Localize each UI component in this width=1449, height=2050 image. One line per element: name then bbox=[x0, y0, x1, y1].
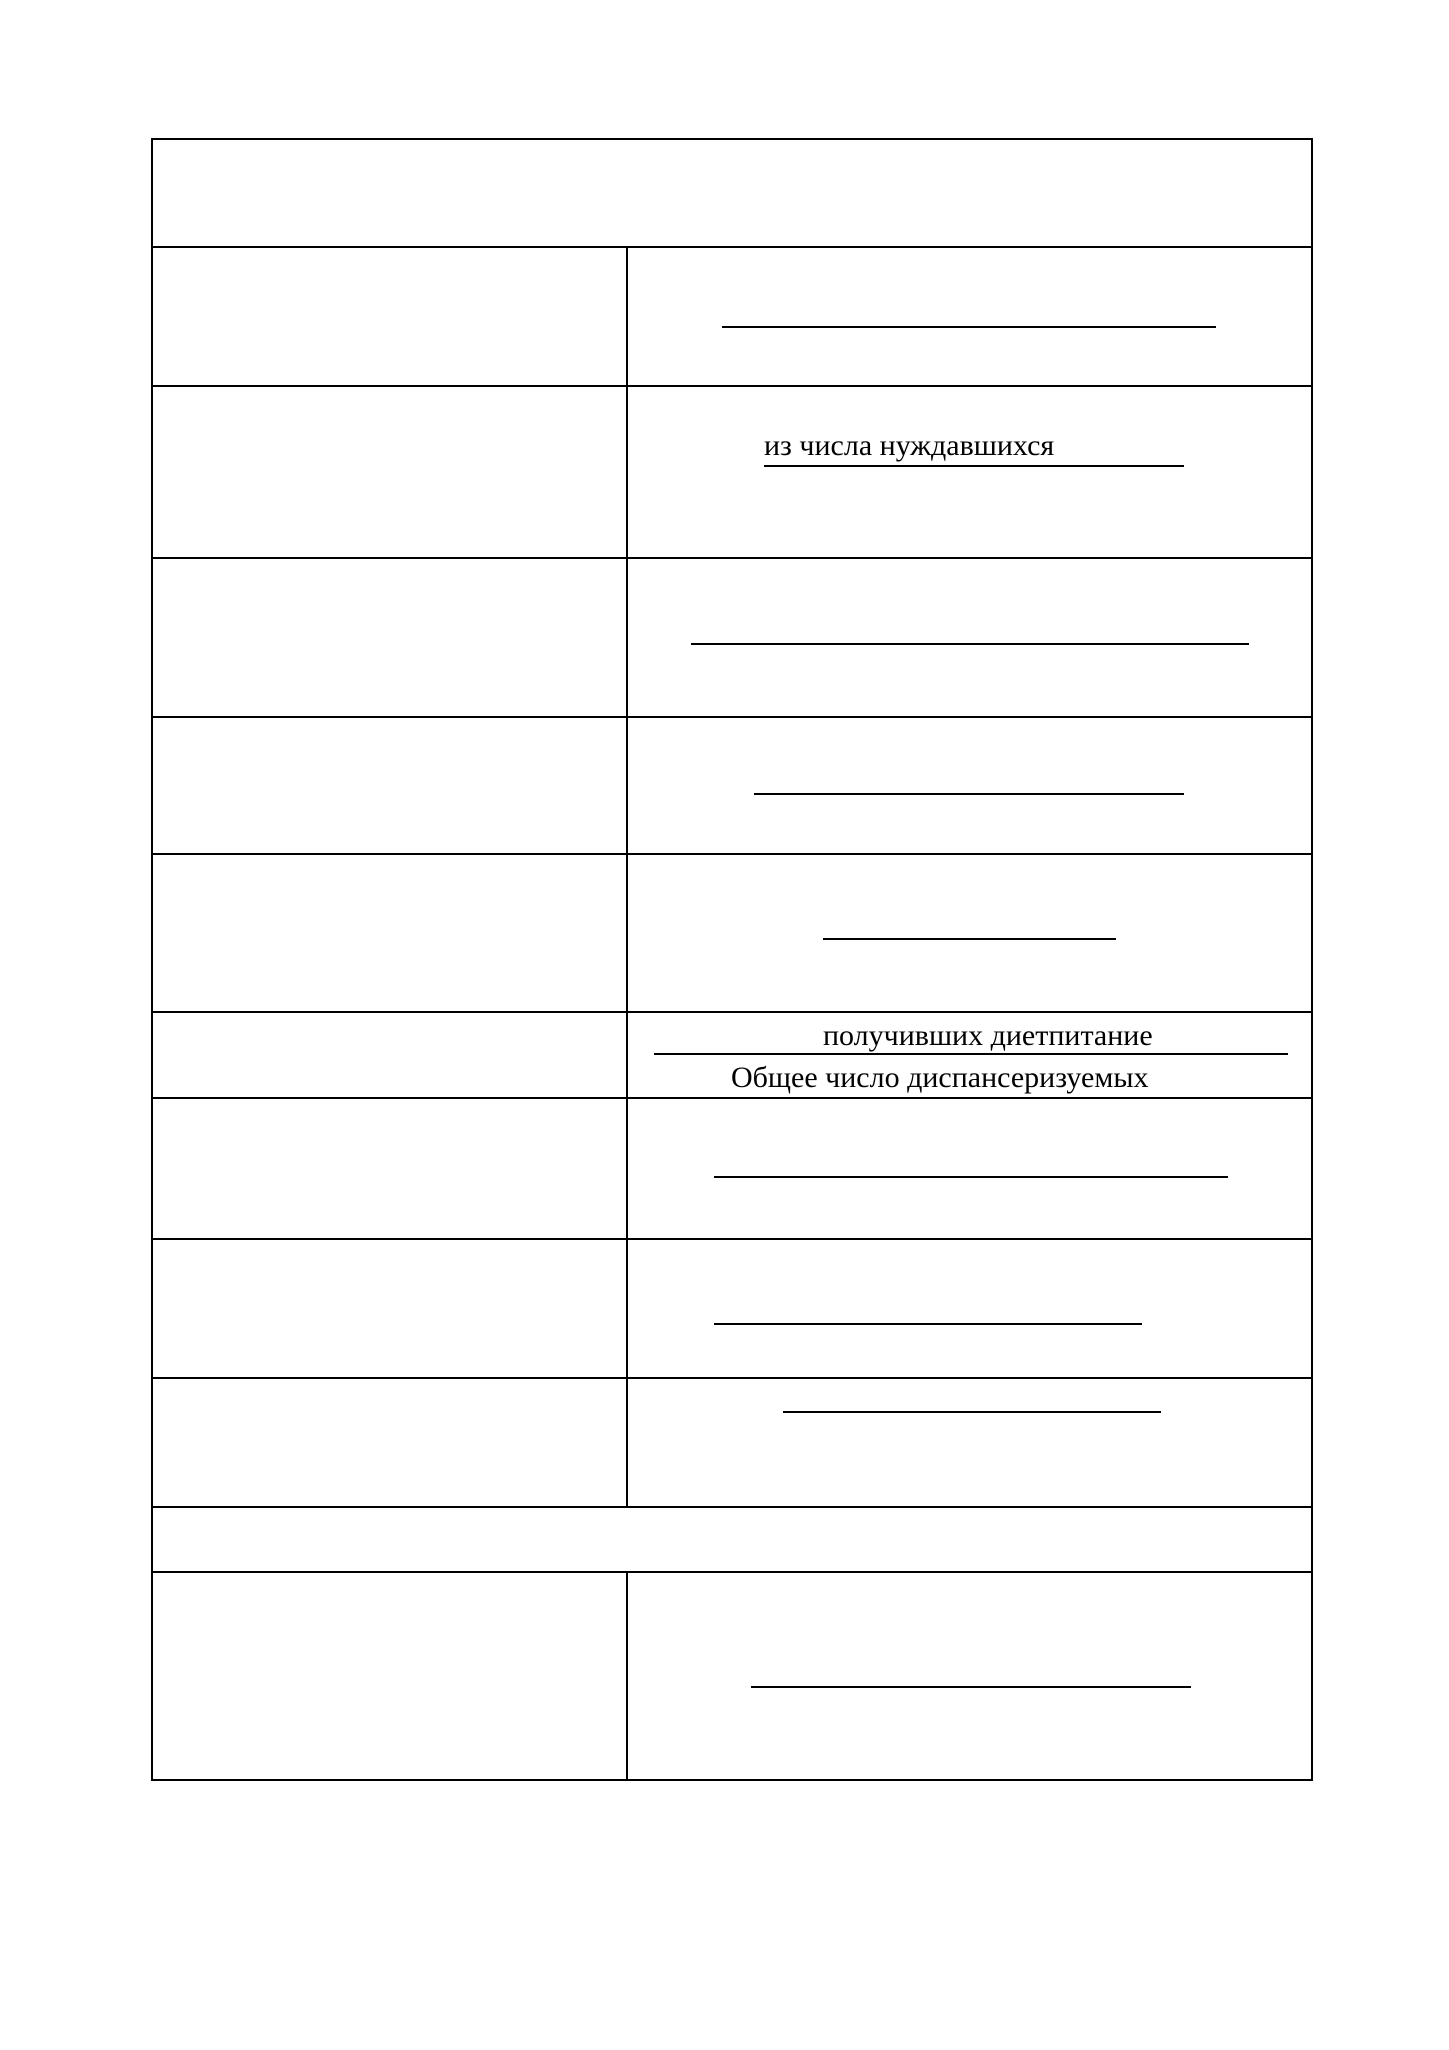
table-cell-right bbox=[628, 1099, 1311, 1238]
table-row bbox=[153, 718, 1311, 855]
table-cell-right bbox=[628, 248, 1311, 385]
table-row bbox=[153, 248, 1311, 387]
table-cell-right bbox=[628, 1240, 1311, 1377]
table-cell-left bbox=[153, 1573, 628, 1779]
table-row bbox=[153, 559, 1311, 718]
table-cell-right bbox=[628, 1573, 1311, 1779]
table-cell-right bbox=[628, 718, 1311, 853]
table-row-section bbox=[153, 1508, 1311, 1573]
fill-in-line bbox=[754, 793, 1184, 795]
table-cell-right bbox=[628, 855, 1311, 1011]
table-cell-left bbox=[153, 1379, 628, 1506]
fill-in-line bbox=[654, 1053, 1288, 1055]
table-row bbox=[153, 1240, 1311, 1379]
need-text: из числа нуждавшихся bbox=[764, 429, 1055, 462]
table-cell-left bbox=[153, 1099, 628, 1238]
table-cell-left bbox=[153, 1240, 628, 1377]
table-row-header bbox=[153, 140, 1311, 248]
fill-in-line bbox=[764, 465, 1184, 467]
table-row bbox=[153, 1013, 1311, 1099]
table-row bbox=[153, 1379, 1311, 1508]
diet-text: получивших диетпитание bbox=[823, 1019, 1153, 1052]
fill-in-line bbox=[714, 1176, 1228, 1178]
table-row bbox=[153, 387, 1311, 559]
fill-in-line bbox=[691, 643, 1249, 645]
total-text: Общее число диспансеризуемых bbox=[731, 1061, 1149, 1094]
table-cell-right bbox=[628, 559, 1311, 716]
table-cell-right bbox=[628, 387, 1311, 557]
table-row bbox=[153, 1099, 1311, 1240]
table-row bbox=[153, 855, 1311, 1013]
table-cell-left bbox=[153, 559, 628, 716]
fill-in-line bbox=[714, 1323, 1142, 1325]
table-row bbox=[153, 1573, 1311, 1779]
table-cell-right bbox=[628, 1013, 1311, 1097]
fill-in-line bbox=[783, 1411, 1161, 1413]
table-cell-left bbox=[153, 248, 628, 385]
table-cell-left bbox=[153, 387, 628, 557]
fill-in-line bbox=[722, 326, 1216, 328]
table-cell-right bbox=[628, 1379, 1311, 1506]
table-cell-left bbox=[153, 718, 628, 853]
table-cell-left bbox=[153, 1013, 628, 1097]
table-cell-left bbox=[153, 855, 628, 1011]
fill-in-line bbox=[751, 1686, 1191, 1688]
fill-in-line bbox=[823, 938, 1116, 940]
document-table bbox=[151, 138, 1313, 1781]
